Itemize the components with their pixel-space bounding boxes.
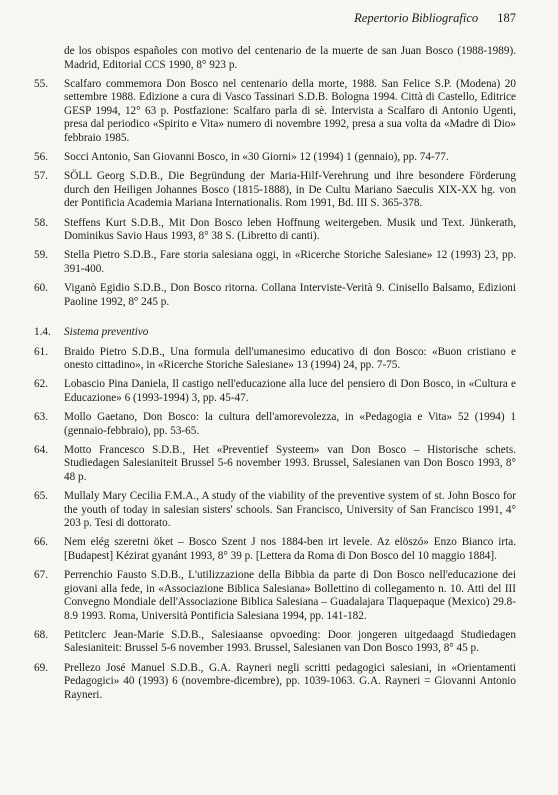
section-heading	[34, 326, 516, 340]
section-number: 1.4.	[34, 326, 51, 339]
entry-number: 61.	[34, 345, 48, 358]
entry-text: Mollo Gaetano, Don Bosco: la cultura dell'amorevolezza, in «Pedagogia e Vita» 52 (1994) 1 (gennaio-febbraio), pp. 53-65.	[64, 411, 516, 437]
bibliography-entry	[34, 444, 516, 485]
entry-number: 64.	[34, 443, 48, 456]
running-header	[354, 11, 516, 26]
entry-text: Braido Pietro S.D.B., Una formula dell'umanesimo educativo di don Bosco: «Buon cristiano e onesto cittadino», in «Ricerche Storiche Salesiane» 13 (1994) 24, pp. 7-75.	[64, 345, 516, 372]
bibliography-entry	[34, 411, 516, 438]
entry-text: Scalfaro commemora Don Bosco nel centenario della morte, 1988. San Felice S.P. (Modena) 20 settembre 1988. Edizione a cura di Vasco Tassinari S.D.B. Bologna 1994. Città di Castello, Editrice GESP 1994, 12° 63 p. Postfazione: Scalfaro parla di sè. Intervista a Scalfaro di Antonio Ugenti, presa dal periodico «Spirito e Vita» numero di novembre 1992, presa a sua volta da «Madre di Dio» febbraio 1985.	[64, 77, 516, 145]
bibliography-entry	[34, 569, 516, 623]
bibliography-entry	[34, 249, 516, 276]
entry-number: 59.	[34, 249, 48, 262]
bibliography-entry	[34, 490, 516, 531]
entry-number: 60.	[34, 281, 48, 294]
bibliography-entry	[34, 78, 516, 146]
entry-text: Perrenchio Fausto S.D.B., L'utilizzazione della Bibbia da parte di Don Bosco nell'educazione dei giovani alla fede, in «Associazione Biblica Salesiana» Bollettino di collegamento n. 10. Atti del III Convegno Mondiale dell'Associazione Biblica Salesiana – Guadalajara Tlaquepaque (Mexico) 29.8-8.9 1993. Roma, Università Pontificia Salesiana 1994, pp. 141-182.	[64, 569, 516, 622]
entry-number: 69.	[34, 661, 48, 674]
entry-text: Viganò Egidio S.D.B., Don Bosco ritorna. Collana Interviste-Verità 9. Cinisello Balsamo, Edizioni Paoline 1992, 8° 245 p.	[64, 281, 516, 308]
entry-text: Stella Pietro S.D.B., Fare storia salesiana oggi, in «Ricerche Storiche Salesiane» 12 (1993) 23, pp. 391-400.	[64, 249, 516, 275]
entry-text: SÖLL Georg S.D.B., Die Begründung der Maria-Hilf-Verehrung und ihre besondere Förderung durch den Heiligen Johannes Bosco (1815-1888), in De Cultu Mariano Saeculis XIX-XX hg. von der Pontificia Academia Mariana Internationalis. Rom 1991, Bd. III S. 365-378.	[64, 170, 516, 210]
entry-text: Prellezo José Manuel S.D.B., G.A. Rayneri negli scritti pedagogici salesiani, in «Orientamenti Pedagogici» 40 (1993) 6 (novembre-dicembre), pp. 1039-1063. G.A. Rayneri = Giovanni Antonio Rayneri.	[64, 661, 516, 701]
entry-text: Socci Antonio, San Giovanni Bosco, in «30 Giorni» 12 (1994) 1 (gennaio), pp. 74-77.	[64, 151, 449, 164]
bibliography-entry	[34, 151, 516, 165]
bibliography-entry	[34, 346, 516, 373]
bibliography-entry	[34, 536, 516, 563]
entry-number: 58.	[34, 216, 48, 229]
entry-text: Lobascio Pina Daniela, Il castigo nell'educazione alla luce del pensiero di Don Bosco, in «Cultura e Educazione» 6 (1993-1994) 3, pp. 45-47.	[64, 378, 516, 404]
entry-text: Motto Francesco S.D.B., Het «Preventief Systeem» van Don Bosco – Historische schets. Studiedagen Salesianiteit Brussel 5-6 november 1993. Brussel, Salesianen van Don Bosco 1993, 8° 48 p.	[64, 443, 516, 483]
entry-list-a	[34, 78, 516, 309]
bibliography-body	[34, 45, 516, 708]
bibliography-entry	[34, 378, 516, 405]
entry-number: 62.	[34, 378, 48, 391]
entry-number: 68.	[34, 628, 48, 641]
continued-entry-text: de los obispos españoles con motivo del centenario de la muerte de san Juan Bosco (1988-1989). Madrid, Editorial CCS 1990, 8° 923 p.	[64, 45, 516, 71]
entry-text: Petitclerc Jean-Marie S.D.B., Salesiaanse opvoeding: Door jongeren uitgedaagd Studiedagen Salesianiteit: Brussel 5-6 november 1993. Brussel, Salesianen van Don Bosco 1993, 8° 45 p.	[64, 628, 516, 655]
entry-text: Steffens Kurt S.D.B., Mit Don Bosco leben Hoffnung weitergeben. Musik und Text. Jünkerath, Dominikus Savio Haus 1993, 8° 38 S. (Libretto di canti).	[64, 216, 516, 243]
bibliography-entry	[34, 282, 516, 309]
entry-number: 57.	[34, 170, 48, 183]
bibliography-entry	[34, 662, 516, 703]
entry-number: 55.	[34, 77, 48, 90]
bibliography-entry	[34, 170, 516, 211]
entry-text: Nem elég szeretni öket – Bosco Szent J nos 1884-ben irt levele. Az elöszó» Enzo Bianco irta. [Budapest] Kézirat gyanánt 1993, 8° 39 p. [Lettera da Roma di Don Bosco del 10 maggio 1884].	[64, 536, 516, 562]
section-label: Sistema preventivo	[64, 326, 149, 339]
entry-number: 66.	[34, 536, 48, 549]
running-title: Repertorio Bibliografico	[354, 11, 479, 25]
bibliography-entry	[34, 217, 516, 244]
page-number: 187	[497, 11, 516, 25]
entry-text: Mullaly Mary Cecilia F.M.A., A study of the viability of the preventive system of st. John Bosco for the youth of today in salesian sisters' schools. San Francisco, University of San Francisco 1991, 4° 203 p. Tesi di dottorato.	[64, 490, 516, 530]
entry-number: 67.	[34, 569, 48, 581]
entry-list-b	[34, 346, 516, 703]
entry-number: 63.	[34, 411, 48, 424]
entry-number: 65.	[34, 490, 48, 503]
bibliography-entry	[34, 629, 516, 656]
entry-number: 56.	[34, 151, 48, 164]
